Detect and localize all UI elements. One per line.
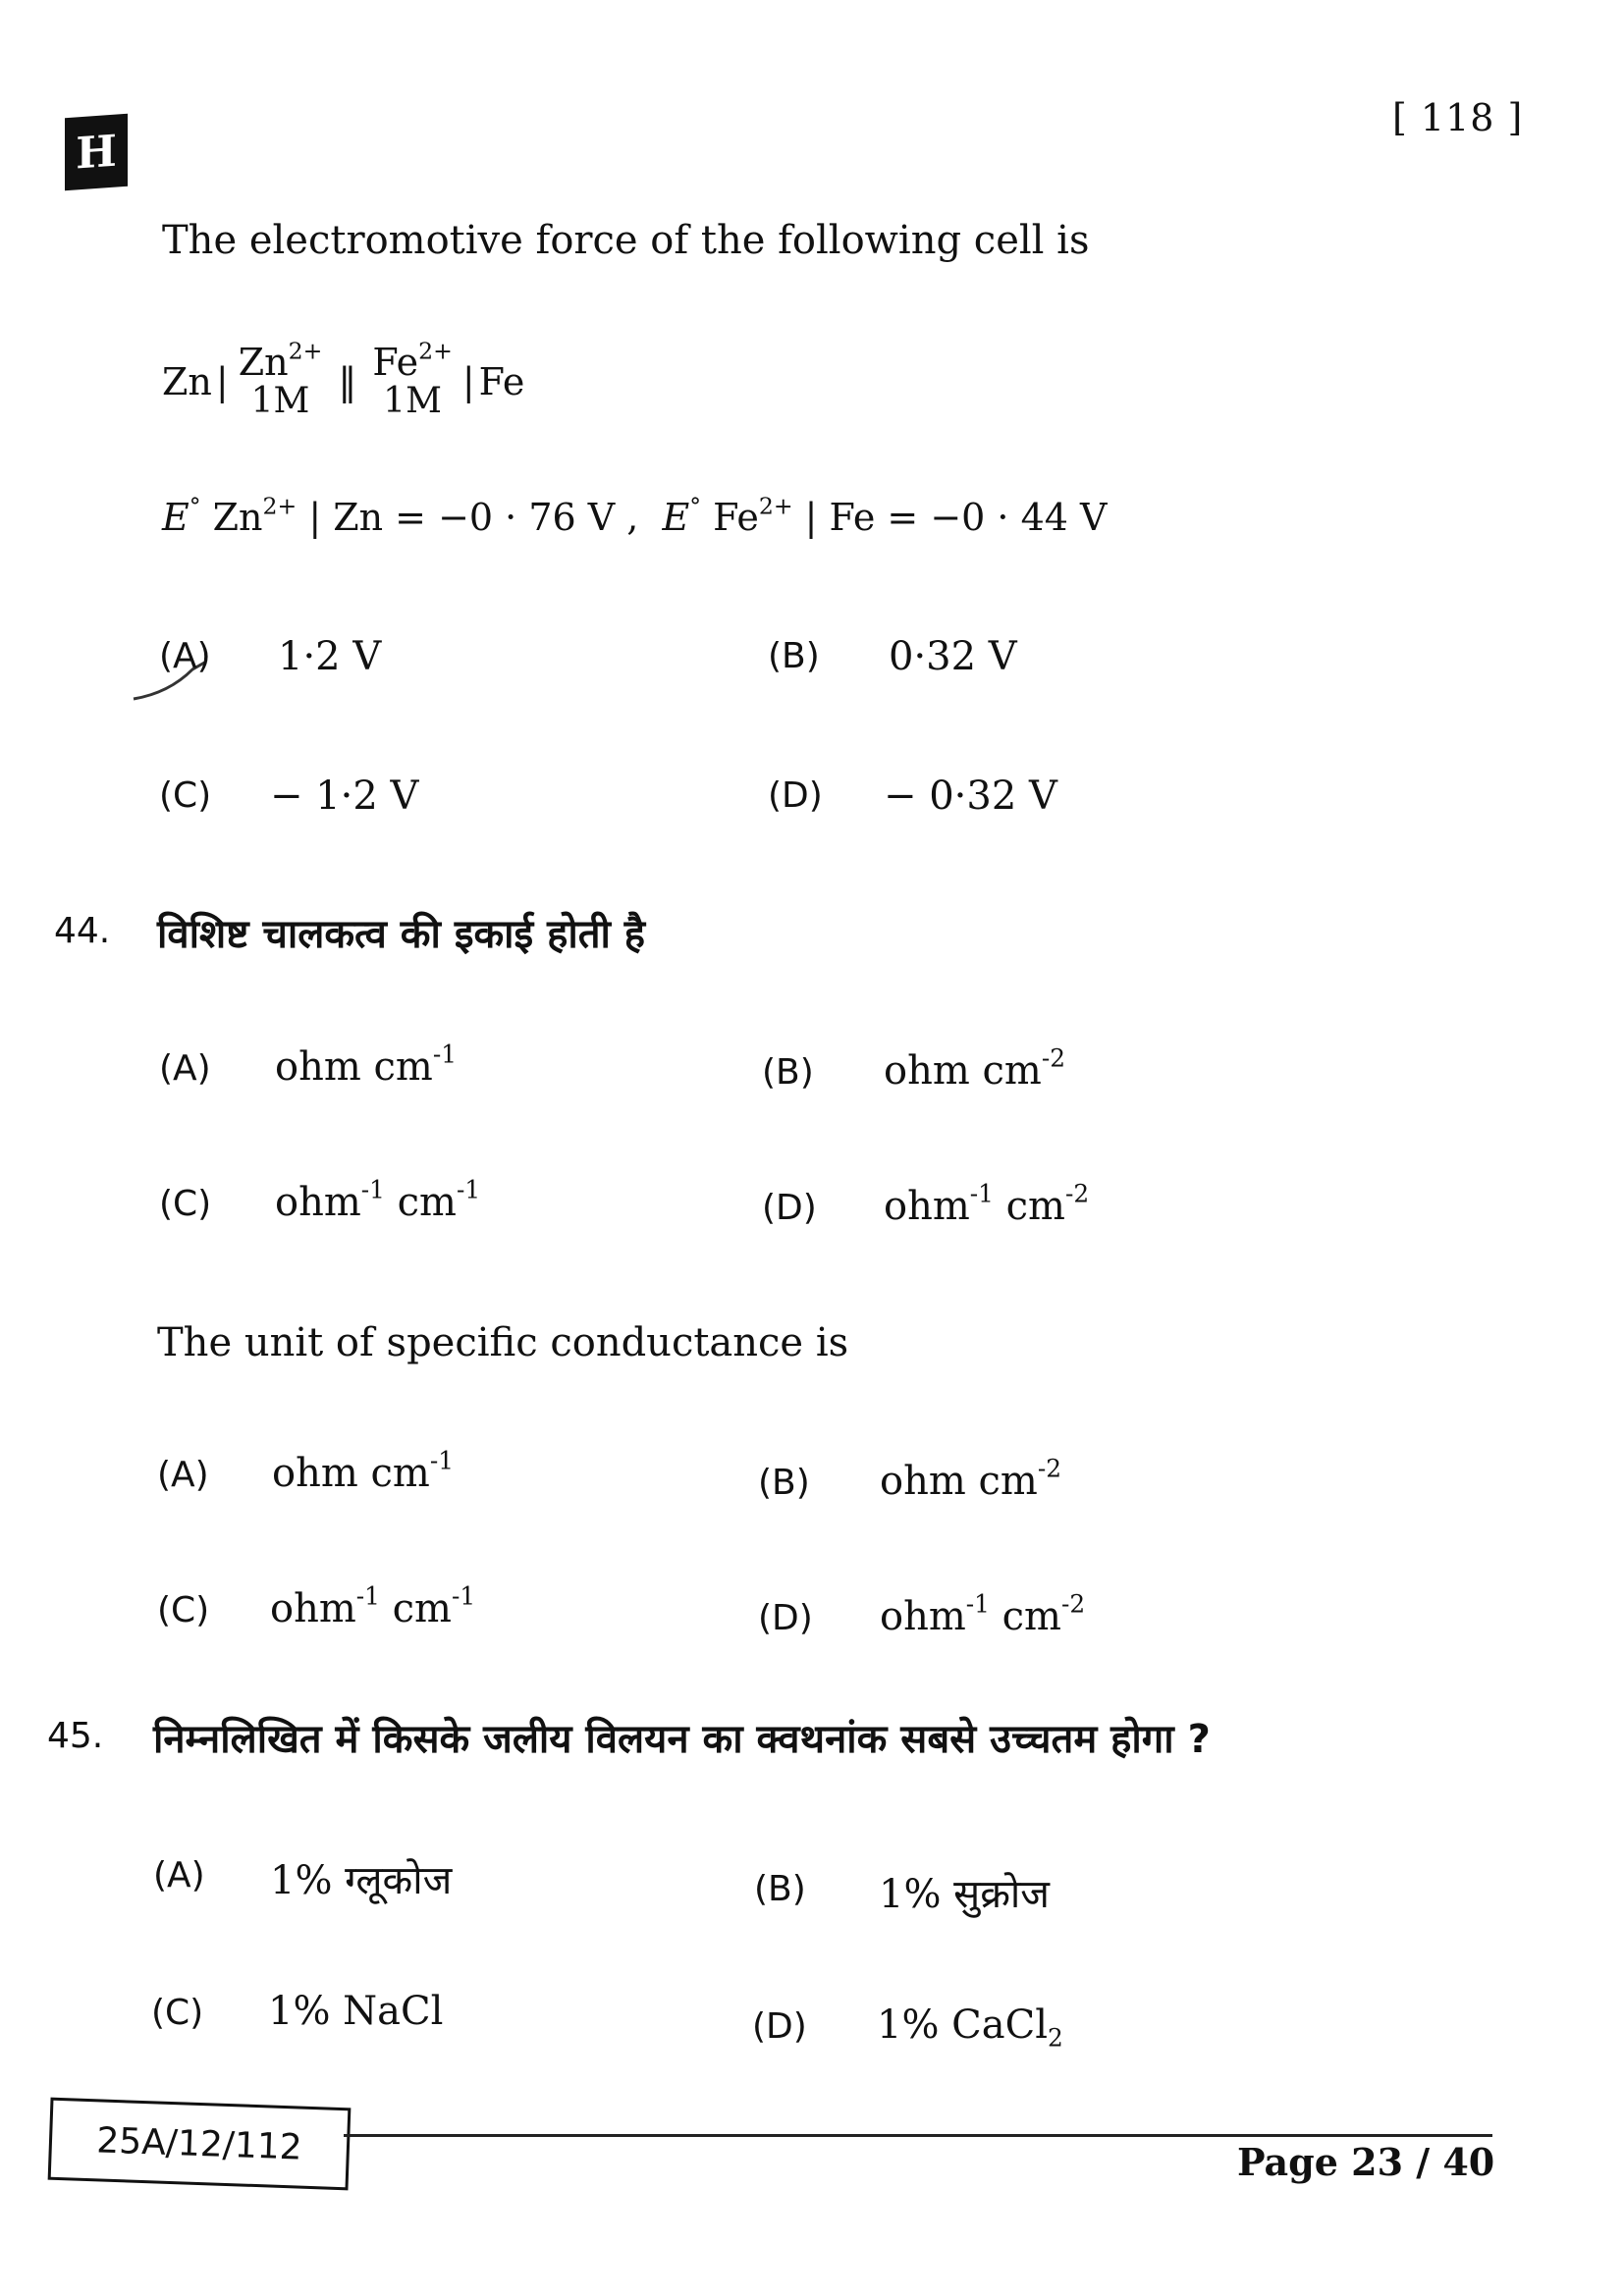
- q44-hi-option-b-text: ohm $cm^{-2}$: [884, 1043, 1065, 1094]
- q45-option-a-label[interactable]: (A): [153, 1855, 205, 1896]
- q45-option-b-text: 1% सुक्रोज: [879, 1872, 1050, 1917]
- q44-stem-english: The unit of specific conductance is: [157, 1320, 849, 1365]
- q44-en-option-d-label[interactable]: (D): [758, 1598, 813, 1638]
- cell-anode: Zn: [162, 359, 212, 403]
- q44-en-option-b-text: ohm $cm^{-2}$: [880, 1454, 1061, 1504]
- q43-option-a-label[interactable]: (A): [159, 636, 211, 676]
- zn-charge: 2+: [262, 492, 298, 520]
- set-badge: H: [65, 114, 128, 190]
- phase-boundary: |: [461, 359, 475, 403]
- q43-option-d-label[interactable]: (D): [768, 775, 823, 816]
- q44-en-option-a-label[interactable]: (A): [157, 1455, 209, 1495]
- fe-potential: | Fe = −0 · 44 V: [792, 496, 1108, 539]
- q45-number: 45.: [47, 1716, 104, 1756]
- q45-stem-hindi: निम्नलिखित में किसके जलीय विलयन का क्वथनांक सबसे उच्चतम होगा ?: [153, 1717, 1211, 1762]
- q43-option-c-label[interactable]: (C): [159, 775, 212, 816]
- q44-hi-option-d-label[interactable]: (D): [762, 1188, 817, 1228]
- page-code: [ 118 ]: [1392, 96, 1524, 139]
- q44-hi-option-d-text: ohm$^{-1}$ $cm^{-2}$: [884, 1179, 1090, 1229]
- q45-option-d-label[interactable]: (D): [752, 2006, 807, 2047]
- standard-potentials: [162, 492, 1108, 539]
- q43-option-d-text: − 0·32 V: [884, 774, 1057, 819]
- anode-charge: 2+: [288, 337, 323, 365]
- q44-number: 44.: [54, 911, 111, 951]
- cell-cathode: Fe: [478, 359, 525, 403]
- q44-en-option-c-text: ohm$^{-1}$ $cm^{-1}$: [270, 1581, 476, 1631]
- zn-potential: | Zn = −0 · 76 V ,: [297, 496, 639, 539]
- q45-option-c-label[interactable]: (C): [151, 1993, 204, 2033]
- phase-boundary: |: [215, 359, 229, 403]
- q45-option-a-text: 1% ग्लूकोज: [270, 1858, 453, 1903]
- degree-sign: °: [189, 492, 201, 520]
- q43-stem: The electromotive force of the following cell is: [162, 218, 1090, 263]
- anode-ion-stack: [238, 337, 323, 421]
- q43-option-b-label[interactable]: (B): [768, 636, 820, 676]
- footer-divider: [344, 2134, 1492, 2137]
- q44-hi-option-c-text: ohm$^{-1}$ $cm^{-1}$: [275, 1175, 481, 1225]
- q45-option-c-text: 1% NaCl: [268, 1989, 444, 2034]
- q44-en-option-c-label[interactable]: (C): [157, 1590, 210, 1630]
- cell-notation: [162, 337, 525, 421]
- e-symbol: E: [162, 496, 189, 539]
- q43-option-c-text: − 1·2 V: [270, 774, 419, 819]
- cathode-ion: Fe: [372, 341, 419, 384]
- salt-bridge: ‖: [338, 359, 357, 403]
- page-indicator: Page 23 / 40: [1237, 2140, 1495, 2184]
- q44-stem-hindi: विशिष्ट चालकत्व की इकाई होती है: [157, 912, 646, 957]
- q45-option-b-label[interactable]: (B): [754, 1869, 806, 1909]
- cathode-conc: 1M: [383, 380, 442, 421]
- cathode-ion-stack: [372, 337, 453, 421]
- q43-option-b-text: 0·32 V: [889, 634, 1017, 679]
- fe-ion: Fe: [713, 496, 759, 539]
- q43-option-a-text: 1·2 V: [278, 634, 382, 679]
- q44-en-option-a-text: ohm $cm^{-1}$: [272, 1446, 454, 1496]
- cathode-charge: 2+: [418, 337, 453, 365]
- anode-conc: 1M: [250, 380, 310, 421]
- degree-sign: °: [689, 492, 701, 520]
- q44-en-option-b-label[interactable]: (B): [758, 1463, 810, 1503]
- anode-ion: Zn: [238, 341, 289, 384]
- q44-hi-option-b-label[interactable]: (B): [762, 1052, 814, 1093]
- e-symbol: E: [662, 496, 690, 539]
- q44-hi-option-a-text: ohm $cm^{-1}$: [275, 1040, 457, 1090]
- q44-hi-option-c-label[interactable]: (C): [159, 1184, 212, 1224]
- zn-ion: Zn: [212, 496, 263, 539]
- paper-code-box: 25A/12/112: [48, 2098, 352, 2191]
- q44-hi-option-a-label[interactable]: (A): [159, 1048, 211, 1089]
- q45-option-d-text: 1% CaCl$_2$: [877, 2002, 1063, 2053]
- fe-charge: 2+: [758, 492, 793, 520]
- q44-en-option-d-text: ohm$^{-1}$ $cm^{-2}$: [880, 1589, 1086, 1639]
